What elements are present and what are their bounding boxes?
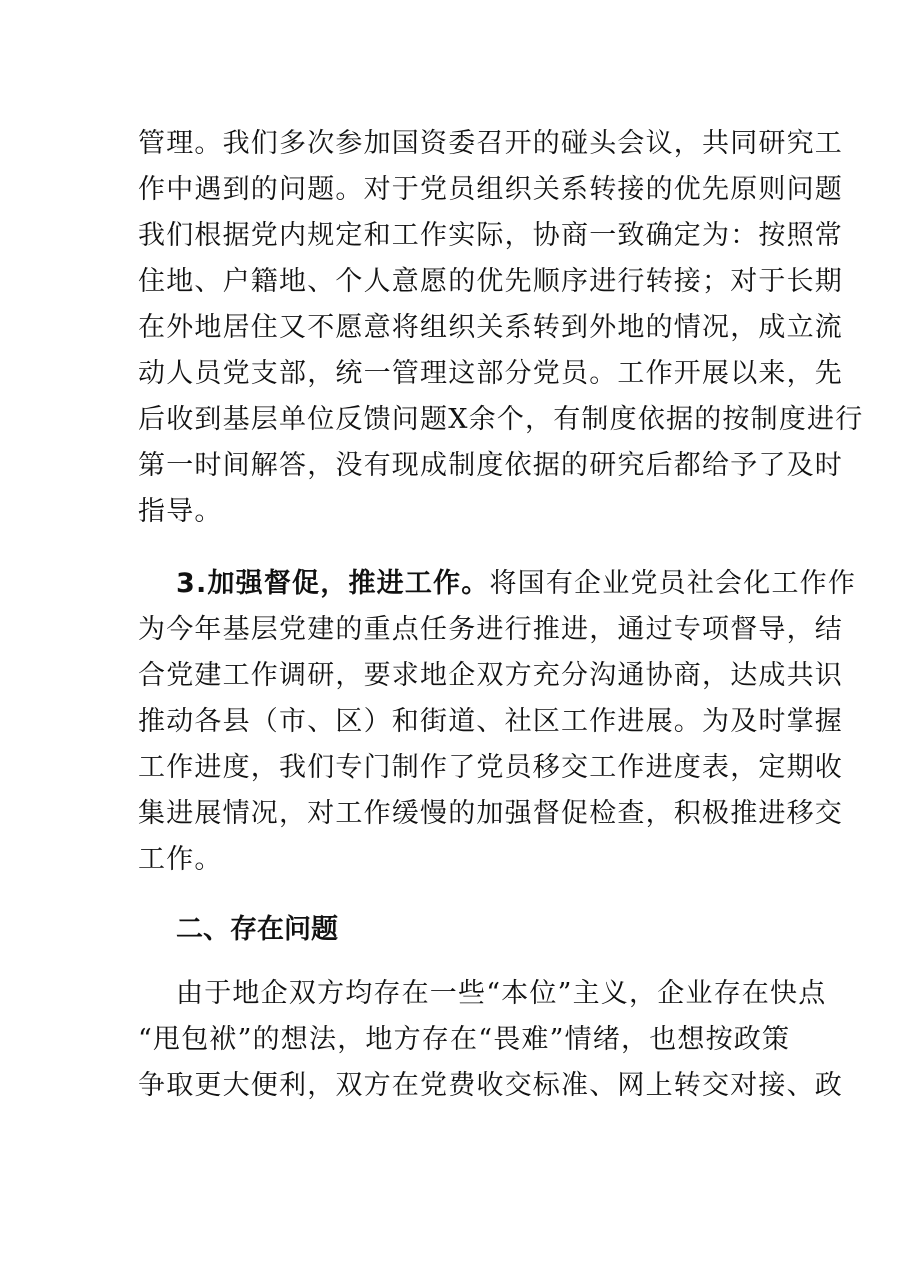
para3-line-2: “甩包袱”的想法，地方存在“畏难”情绪，也想按政策 [138, 1024, 791, 1055]
para2-lead-heading: 3.加强督促，推进工作。 [176, 568, 490, 599]
para1-line-6: 动人员党支部，统一管理这部分党员。工作开展以来，先 [138, 358, 843, 389]
para1-line-9: 指导。 [138, 496, 223, 527]
section-heading: 二、存在问题 [176, 914, 338, 945]
para2-line-3: 合党建工作调研，要求地企双方充分沟通协商，达成共识 [138, 660, 843, 691]
para1-line-2: 作中遇到的问题。对于党员组织关系转接的优先原则问题 [138, 174, 843, 205]
para1-line-8: 第一时间解答，没有现成制度依据的研究后都给予了及时 [138, 450, 843, 481]
para2-line-6: 集进展情况，对工作缓慢的加强督促检查，积极推进移交 [138, 798, 843, 829]
para2-line-4: 推动各县（市、区）和街道、社区工作进展。为及时掌握 [138, 706, 843, 737]
para2-line-5: 工作进度，我们专门制作了党员移交工作进度表，定期收 [138, 752, 843, 783]
para1-line-5: 在外地居住又不愿意将组织关系转到外地的情况，成立流 [138, 312, 843, 343]
para3-line-3: 争取更大便利，双方在党费收交标准、网上转交对接、政 [138, 1070, 843, 1101]
para2-line-1-rest: 将国有企业党员社会化工作作 [489, 568, 857, 599]
para2-line-2: 为今年基层党建的重点任务进行推进，通过专项督导，结 [138, 614, 843, 645]
para1-line-7: 后收到基层单位反馈问题X余个，有制度依据的按制度进行 [138, 404, 864, 435]
para2-line-7: 工作。 [138, 844, 223, 875]
para1-line-3: 我们根据党内规定和工作实际，协商一致确定为：按照常 [138, 220, 843, 251]
para1-line-1: 管理。我们多次参加国资委召开的碰头会议，共同研究工 [138, 128, 843, 159]
para3-line-1: 由于地企双方均存在一些“本位”主义，企业存在快点 [176, 978, 827, 1009]
para1-line-4: 住地、户籍地、个人意愿的优先顺序进行转接；对于长期 [138, 266, 843, 297]
para2-line-1 [176, 564, 857, 604]
